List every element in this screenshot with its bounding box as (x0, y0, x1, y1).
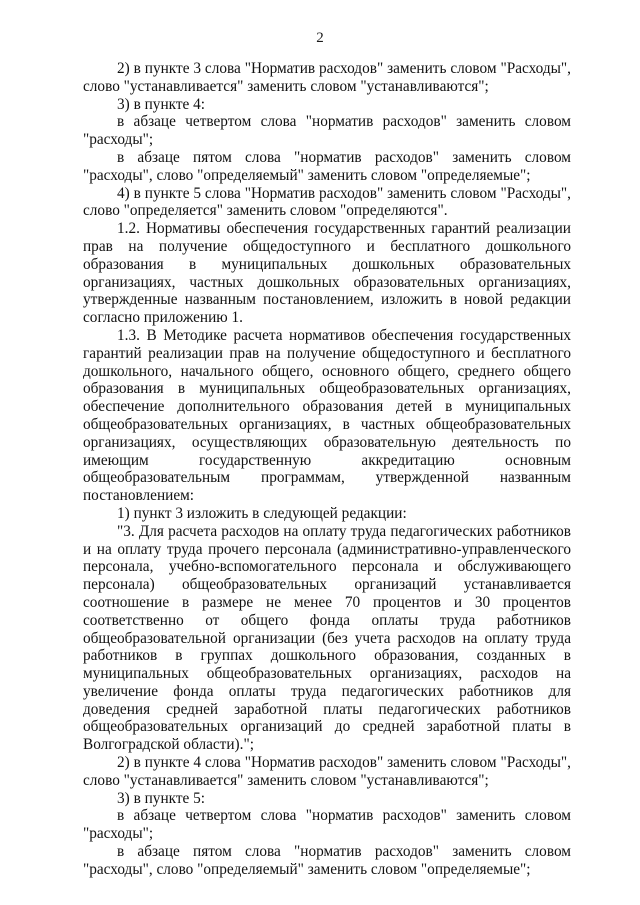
paragraph-section-1-2: 1.2. Нормативы обеспечения государственных гарантий реализации прав на получение общедоступного и бесплатного дошкольного образования в муниципальных дошкольных образовательных организациях, частных дошкольных образовательных организациях, утвержденные названным постановлением, изложить в новой редакции согласно приложению 1. (83, 220, 571, 327)
document-body (83, 60, 571, 879)
paragraph-p4-abzac4: в абзаце четвертом слова "норматив расходов" заменить словом "расходы"; (83, 113, 571, 149)
paragraph-p5-item4: 4) в пункте 5 слова "Норматив расходов" заменить словом "Расходы", слово "определяется" заменить словом "определяются". (83, 184, 571, 220)
paragraph-item3-abzac5: в абзаце пятом слова "норматив расходов" заменить словом "расходы", слово "определяемый" заменить словом "определяемые"; (83, 843, 571, 878)
paragraph-item1-intro: 1) пункт 3 изложить в следующей редакции: (117, 504, 407, 522)
paragraph-item3-abzac4: в абзаце четвертом слова "норматив расходов" заменить словом "расходы"; (83, 807, 571, 843)
paragraph-quoted-point3: "3. Для расчета расходов на оплату труда педагогических работников и на оплату труда прочего персонала (административно-управленческого персонала, учебно-вспомогательного персонала и обслуживающего персонала) общеобразовательных организаций устанавливается соотношение в размере не менее 70 процентов и 30 процентов соответственно от общего фонда оплаты труда работников общеобразовательной организации (без учета расходов на оплату труда работников в группах дошкольного образования, созданных в муниципальных общеобразовательных организациях, расходов на увеличение фонда оплаты труда педагогических работников для доведения средней заработной платы педагогических работников общеобразовательных организаций до средней заработной платы в Волгоградской области)."; (83, 522, 571, 754)
paragraph-p4-abzac5: в абзаце пятом слова "норматив расходов" заменить словом "расходы", слово "определяемый" заменить словом "определяемые"; (83, 148, 571, 184)
paragraph-section-1-3: 1.3. В Методике расчета нормативов обеспечения государственных гарантий реализации прав на получение общедоступного и бесплатного дошкольного, начального общего, основного общего, среднего общего образования в муниципальных общеобразовательных организациях, обеспечение дополнительного образования детей в муниципальных общеобразовательных организациях, в частных общеобразовательных организациях, осуществляющих образовательную деятельность по имеющим государственную аккредитацию основным общеобразовательным программам, утвержденной названным постановлением: (83, 326, 571, 505)
paragraph-item3-heading: 3) в пункте 5: (117, 789, 206, 807)
paragraph-p4-heading: 3) в пункте 4: (117, 95, 206, 113)
page-number: 2 (316, 30, 324, 46)
paragraph-p3-item2: 2) в пункте 3 слова "Норматив расходов" заменить словом "Расходы", слово "устанавливается" заменить словом "устанавливаются"; (83, 60, 571, 95)
paragraph-item2: 2) в пункте 4 слова "Норматив расходов" заменить словом "Расходы", слово "устанавливается" заменить словом "устанавливаются"; (83, 754, 571, 789)
